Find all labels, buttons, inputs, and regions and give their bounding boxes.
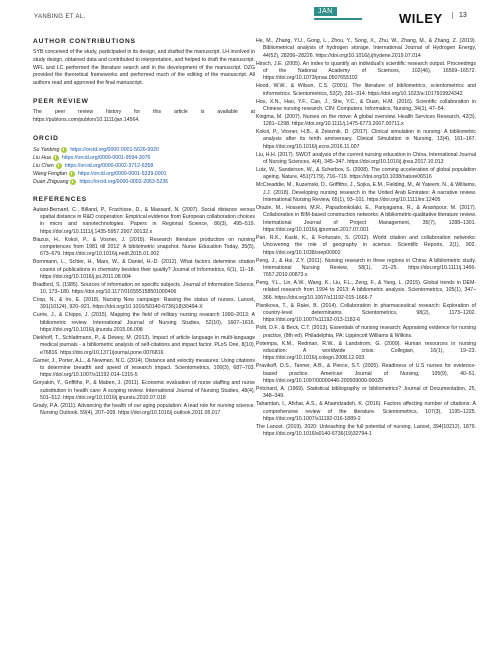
reference-entry: Autant-Bernard, C., Billand, P., Frachisse, D., & Massard, N. (2007). Social distance versus spatial distance in R&D cooperation: Empirical evidence from European collaboration choices in micro and nanotechnologies. Papers in Regional Science, 86(3), 495–519. https://doi.org/10.1111/j.1435-5957.2007.00132.x: [33, 206, 255, 235]
contributions-text: SYB conceived of the study, participated in its design, and drafted the manuscript. LH involved in study design, obtained data and contributed to interpretation, and helped to draft the manuscript. WFL and LC performed the literature search and in the development of the manuscript. DZG provided the theoretical frameworks and performed much of the editing of the manuscript. All authors read and approved the final manuscript.: [33, 49, 255, 87]
reference-entry: Biazus, H., Kokol, P., & Vosner, J. (2015). Research literature production on nursing competences from 1981 till 2012: A bibliometric snapshot. Nurse Education Today, 35(5), 673–679. https://doi.org/10.1016/j.nedt.2015.01.002: [33, 236, 255, 258]
peer-review-text: The peer review history for this article is available at https://publons.com/publon/10.1111/jan.14564.: [33, 108, 255, 123]
orcid-entry: [33, 146, 255, 154]
orcid-author-name: Liu Hua: [33, 154, 51, 161]
page-number: 13: [452, 12, 467, 19]
orcid-author-name: Su Yanbing: [33, 146, 60, 153]
reference-entry: Orazie, M., Hosseini, M.R., Papadonikolaki, E., Pariyagama, R., & Arashpour, M. (2017). Collaboration in BIM-based construction networks: A bibliometric-qualitative literature review. International Journal of Project Management, 35(7), 1288–1301. https://doi.org/10.1016/j.ijproman.2017.07.001: [256, 204, 476, 233]
reference-entry: The Lancet. (2019). 2020: Unleashing the full potential of nursing. Lancet, 394(10212), 1879. https://doi.org/10.1016/s0140-6736(19)32794-1: [256, 423, 476, 438]
orcid-link[interactable]: https://orcid.org/0000-0001-5339-0901: [77, 170, 167, 177]
peer-review-heading: PEER REVIEW: [33, 97, 89, 105]
reference-entry: Potempa, K.M., Redman, R.W., & Landstrom, G. (2009). Human resources in nursing education: A worldwide crisis. Collegian, 16(1), 19–23. https://doi.org/10.1016/j.colegn.2008.12.003: [256, 340, 476, 362]
reference-entry: Pisnikova, T., & Rake, B. (2014). Collaboration in pharmaceutical research: Exploration of country-level determinants. Scientometrics, 98(2), 1173–1202. https://doi.org/10.1007/s11192-013-1182-6: [256, 302, 476, 324]
reference-entry: Bradford, S. (1985). Sources of information on specific subjects. Journal of Information Science, 10, 173–180. https://doi.org/10.1177/016555158501000406: [33, 281, 255, 296]
references-heading: REFERENCES: [33, 195, 88, 203]
reference-entry: Peng, J., & Hui, Z.Y. (2011). Nursing research in three regions in China: A bibliometric study. International Nursing Review, 58(1), 21–25. https://doi.org/10.1111/j.1466-7657.2010.00873.x: [256, 257, 476, 279]
reference-entry: Garner, J., Porter, A.L., & Newman, N.C. (2014). Distance and velocity measures: Using citations to determine breadth and speed of research impact. Scientometrics, 100(3), 687–703. https://doi.org/10.1007/s11192-014-1316-5: [33, 357, 256, 379]
journal-logo-rule: [314, 18, 362, 20]
reference-entry: Kokol, P., Vosner, H.B., & Zeleznik, D. (2017). Clinical simulation in nursing: A bibliometric analysis after its tenth anniversary. Clinical Simulation in Nursing, 13(4), 161–167. https://doi.org/10.1016/j.ecns.2016.11.007: [256, 129, 476, 150]
orcid-entry: [33, 162, 255, 170]
orcid-author-name: Liu Chen: [33, 162, 54, 169]
orcid-entry: [33, 154, 255, 162]
reference-entry: Goryakin, Y., Griffiths, P., & Maben, J. (2011). Economic evaluation of nurse staffing and nurse substitution in health care: A scoping review. International Journal of Nursing Studies, 48(4), 501–512. https://doi.org/10.1016/j.ijnurstu.2010.07.018: [33, 380, 255, 401]
orcid-icon: [61, 147, 67, 153]
running-author: YANBING ET AL.: [34, 14, 86, 20]
reference-entry: Hood, W.W., & Wilson, C.S. (2001). The literature of bibliometrics, scientometrics and informetrics. Scientometrics, 52(2), 291–314. https://doi.org/10.1023/a:1017919924342: [256, 83, 476, 97]
reference-entry: Hirsch, J.E. (2005). An index to quantify an individual's scientific research output. Proceedings of the National Academy of Sciences, 102(46), 16569–16572. https://doi.org/10.1073/pnas.0507655102: [256, 60, 476, 82]
orcid-link[interactable]: https://orcid.org/0000-0001-9594-3076: [61, 154, 151, 161]
page-header: [0, 0, 499, 34]
orcid-entry: [33, 178, 255, 186]
orcid-list: [33, 146, 255, 186]
reference-entry: Pravikoff, D.S., Tanner, A.B., & Pierce, S.T. (2005). Readiness of U.S nurses for evidence-based practice. American Journal of Nursing, 105(9), 40–51. https://doi.org/10.1097/00000446-200509000-00025: [256, 363, 476, 384]
reference-entry: Crisp, N., & Iro, E. (2018). Nursing Now campaign: Raising the status of nurses. Lancet, 391(10124), 920–921. https://doi.org/10.1016/S0140-6736(18)30494-X: [33, 297, 255, 311]
reference-entry: Diekhoff, T., Schlattmann, P., & Dewey, M. (2013). Impact of article language in multi-language medical journals - a bibliometric analysis of self-citations and impact factor. PLoS One, 8(10), e76816. https://doi.org/10.1371/journal.pone.0076816: [33, 334, 255, 356]
orcid-entry: [33, 170, 255, 178]
reference-entry: Pritchard, A. (1969). Statistical bibliography or bibliometrics? Journal of Documentation, 25, 348–349.: [256, 385, 476, 400]
orcid-link[interactable]: https://orcid.org/0000-0002-2063-5236: [79, 178, 169, 185]
reference-entry: Currie, J., & Chipps, J. (2015). Mapping the field of military nursing research 1990–2013: A bibliometric review. International Journal of Nursing Studies, 52(10), 1607–1616. https://doi.org/10.1016/j.ijnurstu.2015.06.008: [33, 312, 255, 334]
reference-entry: He, M., Zhang, Y.U., Gong, L., Zhou, Y., Song, X., Zhu, W., Zhang, M., & Zhang, Z. (2019). Bibliometrical analysis of hydrogen storage. International Journal of Hydrogen Energy, 44(52), 28206–28226. https://doi.org/10.1016/j.ijhydene.2019.07.014: [256, 38, 476, 59]
reference-entry: Polit, D.F., & Beck, C.T. (2013). Essentials of nursing research: Appraising evidence for nursing practice, (8th ed). Philadelphia, PA: Lippincott Williams & Wilkins.: [256, 325, 476, 339]
reference-list-left: [33, 207, 255, 418]
orcid-heading: ORCID: [33, 134, 59, 142]
orcid-icon: [69, 171, 75, 177]
orcid-link[interactable]: https://orcid.org/0000-0002-3712-6358: [64, 162, 154, 169]
right-column: [256, 38, 476, 439]
reference-entry: Kingma, M. (2007). Nurses on the move: A global overview. Health Services Research, 42(3), 1281–1298. https://doi.org/10.1111/j.1475-6773.2007.00711.x: [256, 113, 476, 128]
orcid-author-name: Wang Fengfan: [33, 170, 67, 177]
reference-entry: Grady, P.A. (2011). Advancing the health of our aging population: A lead role for nursing science. Nursing Outlook, 59(4), 207–209. https://doi.org/10.1016/j.outlook.2011.05.017: [33, 402, 255, 417]
publisher-logo: WILEY: [399, 11, 443, 26]
reference-list-right: [256, 38, 476, 439]
reference-entry: Pan, R.K., Kaski, K., & Fortunato, S. (2012). World citation and collaboration networks: Uncovering the role of geography in science. Scientific Reports, 2(1), 902. https://doi.org/10.1038/srep00902: [256, 234, 476, 256]
reference-entry: Peng, Y.L., Lin, A.W., Wang, K., Liu, F.L., Zeng, F., & Yang, L. (2015). Global trends in DEM-related research from 1994 to 2013: A bibliometric analysis. Scientometrics, 105(1), 347–366. https://doi.org/10.1007/s11192-015-1666-7: [256, 280, 476, 301]
reference-entry: Tahamtan, I., Afshar, A.S., & Ahamdzadeh, K. (2016). Factors affecting number of citations: A comprehensive review of the literature. Scientometrics, 107(3), 1195–1225. https://doi.org/10.1007/s11192-016-1889-2: [256, 401, 476, 422]
reference-entry: Hou, X.N., Hao, Y.F., Cao, J., She, Y.C., & Duan, H.M. (2016). Scientific collaboration in Chinese nursing research. CIN: Computers, Informatics, Nursing, 34(1), 47–54.: [256, 98, 476, 112]
reference-entry: Liu, H.H. (2017). SWOT analysis of the current nursing education in China. International Journal of Nursing Sciences, 4(4), 345–347. https://doi.org/10.1016/j.ijnss.2017.10.013: [256, 151, 476, 166]
orcid-author-name: Duan Zhiguang: [33, 178, 69, 185]
left-column: [33, 38, 255, 418]
orcid-icon: [70, 179, 76, 185]
orcid-link[interactable]: https://orcid.org/0000-0001-5626-9920: [70, 146, 159, 153]
contributions-heading: AUTHOR CONTRIBUTIONS: [33, 38, 136, 45]
journal-logo: JAN: [314, 7, 337, 16]
reference-entry: Lutz, W., Sanderson, W., & Scherbov, S. (2008). The coming acceleration of global population ageing. Nature, 451(7179), 716–719. https://doi.org/10.1038/nature06516: [256, 167, 476, 181]
reference-entry: McCreaddie, M., Kuzemski, D., Griffiths, J., Sojka, E.M., Fielding, M., Al Yateem, N., & Williams, J.J. (2018). Developing nursing research in the United Arab Emirates: A narrative review. International Nursing Review, 65(1), 93–101. https://doi.org/10.1111/inr.12405: [256, 182, 476, 203]
orcid-icon: [56, 163, 62, 169]
reference-entry: Bornmann, L., Schier, H., Marx, W., & Daniel, H.-D. (2012). What factors determine citation counts of publications in chemistry besides their quality? Journal of Informetrics, 6(1), 11–18. https://doi.org/10.1016/j.joi.2011.08.004: [33, 259, 255, 280]
orcid-icon: [53, 155, 59, 161]
